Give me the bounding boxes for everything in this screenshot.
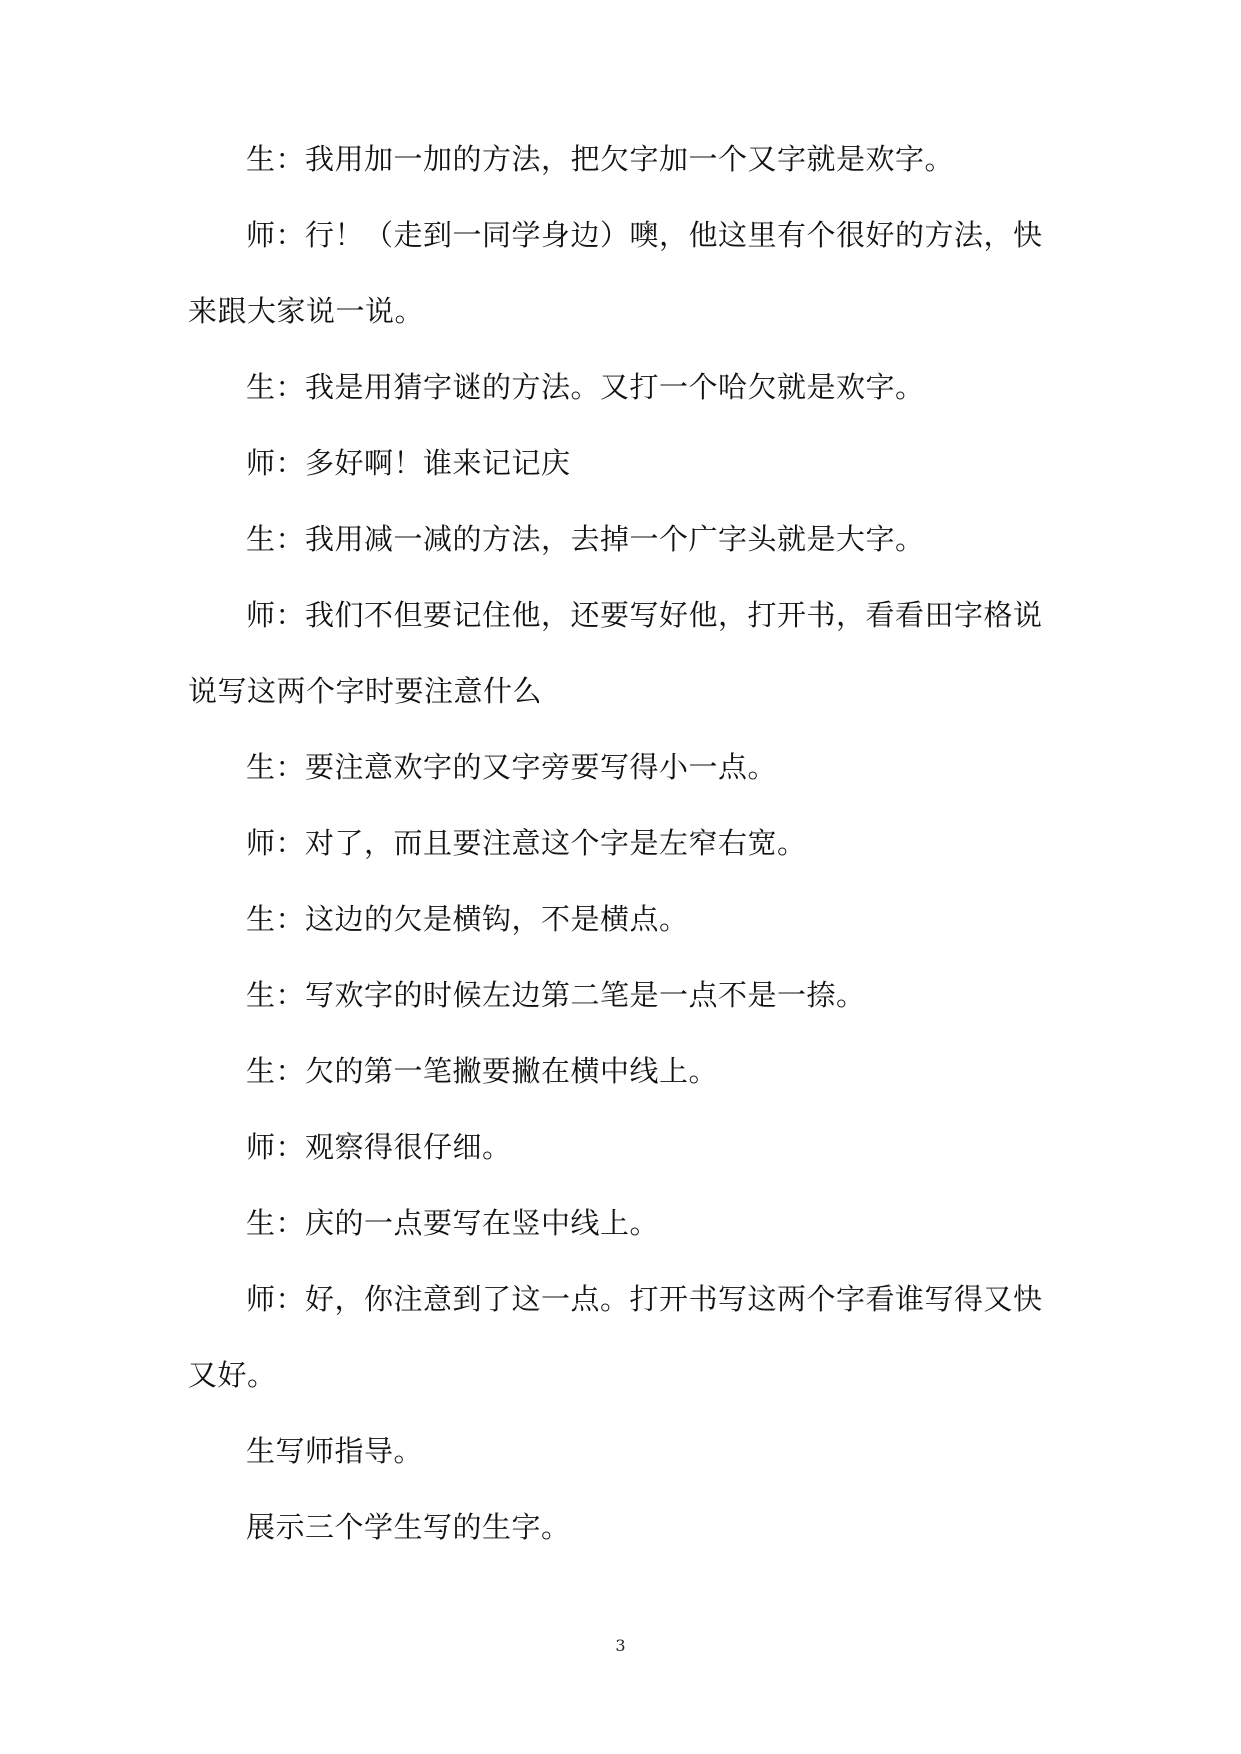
paragraph-10: 生：写欢字的时候左边第二笔是一点不是一捺。 [246, 978, 866, 1012]
paragraph-3: 生：我是用猜字谜的方法。又打一个哈欠就是欢字。 [246, 370, 925, 404]
paragraph-2: 师：行！（走到一同学身边）噢，他这里有个很好的方法，快来跟大家说一说。 [188, 218, 1043, 328]
paragraph-4: 师：多好啊！谁来记记庆 [246, 446, 571, 480]
paragraph-5: 生：我用减一减的方法，去掉一个广字头就是大字。 [246, 522, 925, 556]
paragraph-11: 生：欠的第一笔撇要撇在横中线上。 [246, 1054, 719, 1088]
paragraph-9: 生：这边的欠是横钩，不是横点。 [246, 902, 689, 936]
paragraph-12: 师：观察得很仔细。 [246, 1130, 512, 1164]
paragraph-16: 展示三个学生写的生字。 [246, 1510, 571, 1544]
paragraph-15: 生写师指导。 [246, 1434, 424, 1468]
paragraph-1: 生：我用加一加的方法，把欠字加一个又字就是欢字。 [246, 142, 955, 176]
paragraph-8: 师：对了，而且要注意这个字是左窄右宽。 [246, 826, 807, 860]
paragraph-14: 师：好，你注意到了这一点。打开书写这两个字看谁写得又快又好。 [188, 1282, 1043, 1392]
page-number: 3 [615, 1636, 626, 1655]
paragraph-6: 师：我们不但要记住他，还要写好他，打开书，看看田字格说说写这两个字时要注意什么 [188, 598, 1043, 708]
paragraph-7: 生：要注意欢字的又字旁要写得小一点。 [246, 750, 778, 784]
document-body [188, 140, 1058, 1584]
paragraph-13: 生：庆的一点要写在竖中线上。 [246, 1206, 660, 1240]
